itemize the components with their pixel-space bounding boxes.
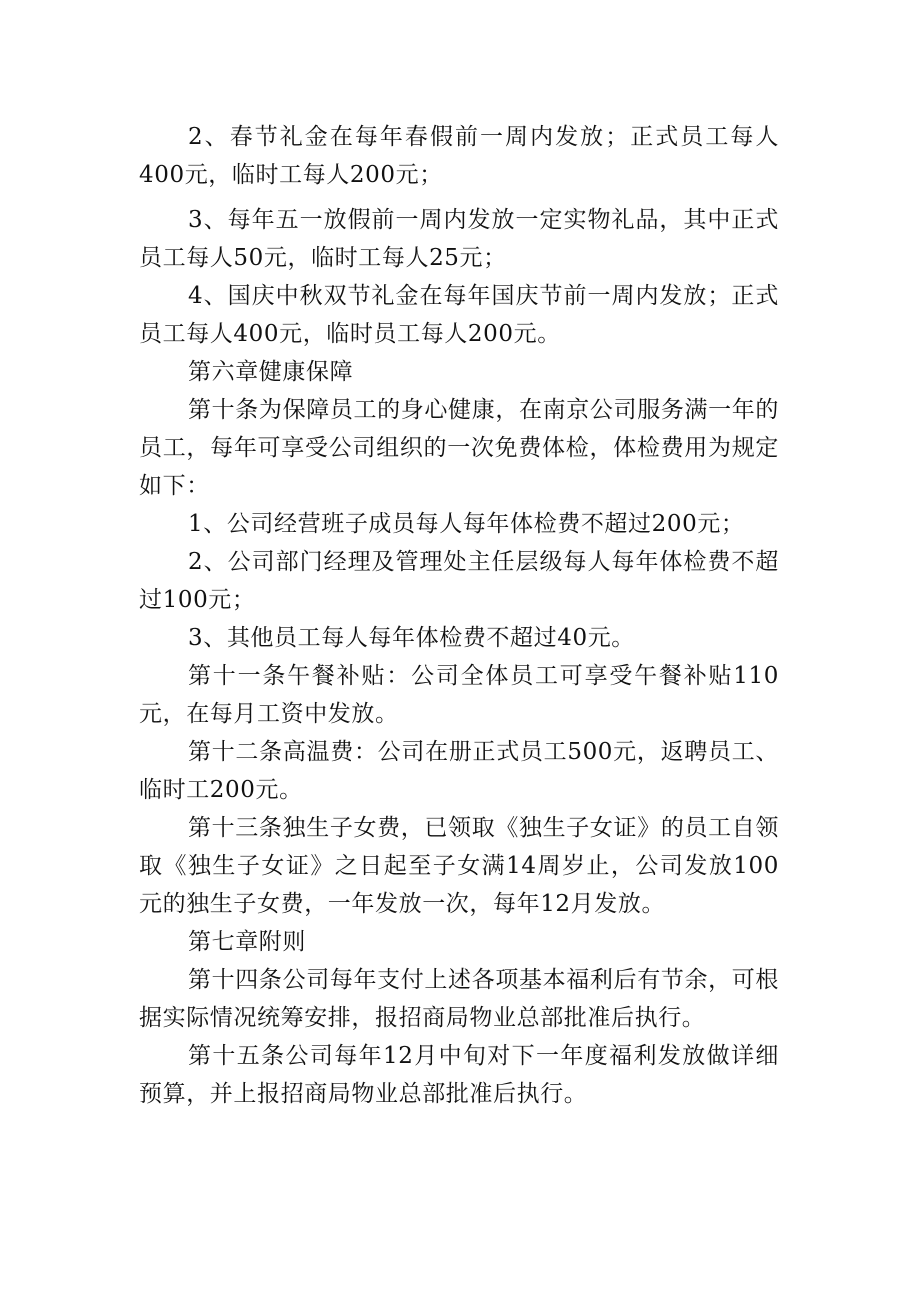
paragraph-article-13: 第十三条独生子女费，已领取《独生子女证》的员工自领取《独生子女证》之日起至子女满14周岁止，公司发放100元的独生子女费，一年发放一次，每年12月发放。 xyxy=(139,815,779,917)
paragraph-article-10: 第十条为保障员工的身心健康，在南京公司服务满一年的员工，每年可享受公司组织的一次免费体检，体检费用为规定如下： xyxy=(139,397,779,499)
paragraph-exam-managers: 2、公司部门经理及管理处主任层级每人每年体检费不超过100元； xyxy=(139,549,779,613)
paragraph-exam-management: 1、公司经营班子成员每人每年体检费不超过200元； xyxy=(188,511,745,537)
paragraph-may-day-gift: 3、每年五一放假前一周内发放一定实物礼品，其中正式员工每人50元，临时工每人25元； xyxy=(139,207,779,271)
chapter-heading-appendix: 第七章附则 xyxy=(188,929,306,955)
paragraph-article-12: 第十二条高温费：公司在册正式员工500元，返聘员工、临时工200元。 xyxy=(139,739,779,803)
paragraph-article-15: 第十五条公司每年12月中旬对下一年度福利发放做详细预算，并上报招商局物业总部批准后执行。 xyxy=(139,1043,779,1107)
paragraph-article-14: 第十四条公司每年支付上述各项基本福利后有节余，可根据实际情况统筹安排，报招商局物业总部批准后执行。 xyxy=(139,967,779,1031)
chapter-heading-health: 第六章健康保障 xyxy=(188,359,354,385)
document-body xyxy=(139,118,779,1113)
paragraph-exam-others: 3、其他员工每人每年体检费不超过40元。 xyxy=(188,625,635,651)
paragraph-article-11: 第十一条午餐补贴：公司全体员工可享受午餐补贴110元，在每月工资中发放。 xyxy=(139,663,779,727)
paragraph-national-day-gift: 4、国庆中秋双节礼金在每年国庆节前一周内发放；正式员工每人400元，临时员工每人200元。 xyxy=(139,283,779,347)
paragraph-spring-festival-gift: 2、春节礼金在每年春假前一周内发放；正式员工每人400元，临时工每人200元； xyxy=(139,124,779,188)
